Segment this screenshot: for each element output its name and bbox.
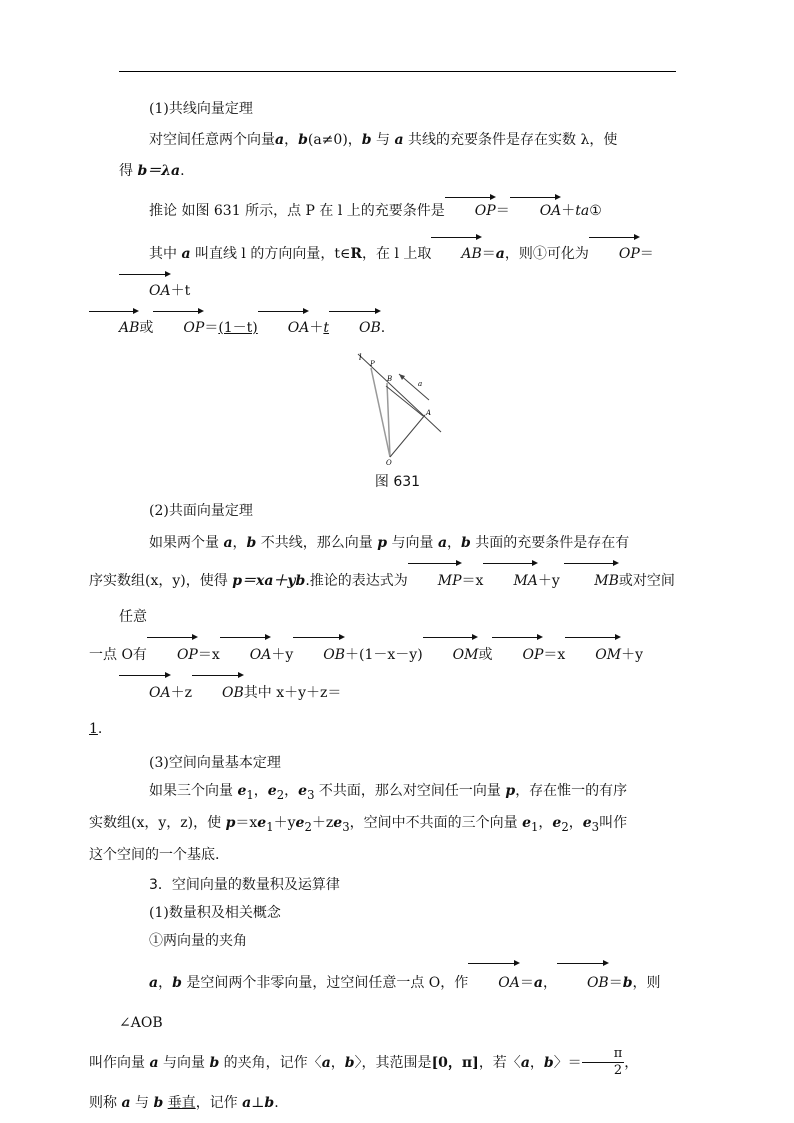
label-a-point: A (425, 409, 431, 417)
coplanar-theorem-text: 如果两个量 a，b 不共线，那么向量 p 与向量 a，b 共面的充要条件是存在有 序实数组(x，y)，使得 p＝xa＋yb.推论的表达式为 MP＝x MA＋y MB或对空间任意 一点 O有 OP＝x OA＋y OB＋(1－x－y) OM或 OP＝x OM＋yOA＋z OB其中 x＋y＋z＝ 1. (89, 535, 675, 737)
label-a-vector: a (417, 380, 422, 388)
direction-vector-text: 其中 a 叫直线 l 的方向向量，t∈R，在 l 上取 AB＝a，则①可化为 OP＝OA＋t AB或 OP＝(1－t) OA＋t OB. (119, 235, 676, 346)
heading-coplanar-theorem: (2)共面向量定理 (149, 503, 253, 519)
vector-oa (390, 415, 425, 457)
figure-631 (119, 352, 676, 493)
label-p: P (369, 360, 375, 368)
figure-caption: 图 631 (374, 474, 421, 490)
label-b: B (386, 375, 392, 383)
collinear-theorem-text: 对空间任意两个向量a，b(a≠0)，b 与 a 共线的充要条件是存在实数 λ，使 得 b＝λa. (119, 132, 618, 179)
page-content (89, 95, 676, 1123)
pi-over-two: $\frac{\pi}{2}$ (582, 1046, 625, 1079)
heading-angle-between-vectors: ①两向量的夹角 (149, 932, 247, 949)
heading-dot-product-concepts: (1)数量积及相关概念 (149, 904, 281, 921)
corollary-text: 推论 如图 631 所示，点 P 在 l 上的充要条件是 OP＝ OA＋ta① (119, 195, 676, 225)
heading-collinear-theorem: (1)共线向量定理 (149, 101, 253, 117)
basis-theorem-text: 如果三个向量 $e_1$，$e_2$，$e_3$ 不共面，那么对空间任一向量 p，存在惟一的有序 实数组(x，y，z)，使 $p=xe_1+ye_2+ze_3$，空间中不共面的三个向量 $e_1$，$e_2$，$e_3$叫作 这个空间的一个基底. (89, 783, 628, 863)
heading-basis-theorem: (3)空间向量基本定理 (149, 755, 281, 771)
line-vector-diagram (353, 352, 443, 467)
heading-dot-product: 3．空间向量的数量积及运算律 (149, 876, 340, 893)
direction-arrowhead (399, 374, 405, 380)
label-o: O (385, 459, 392, 467)
header-rule (119, 71, 676, 72)
label-l: l (358, 353, 362, 362)
angle-definition-text: a，b 是空间两个非零向量，过空间任意一点 O，作 OA＝a， OB＝b，则∠AOB 叫作向量 a 与向量 b 的夹角，记作〈a，b〉，其范围是[0，π]，若〈a，b〉＝ $\frac{\pi}{2}$ ， 则称 a 与 b 垂直，记作 a⊥b. (119, 961, 676, 1123)
